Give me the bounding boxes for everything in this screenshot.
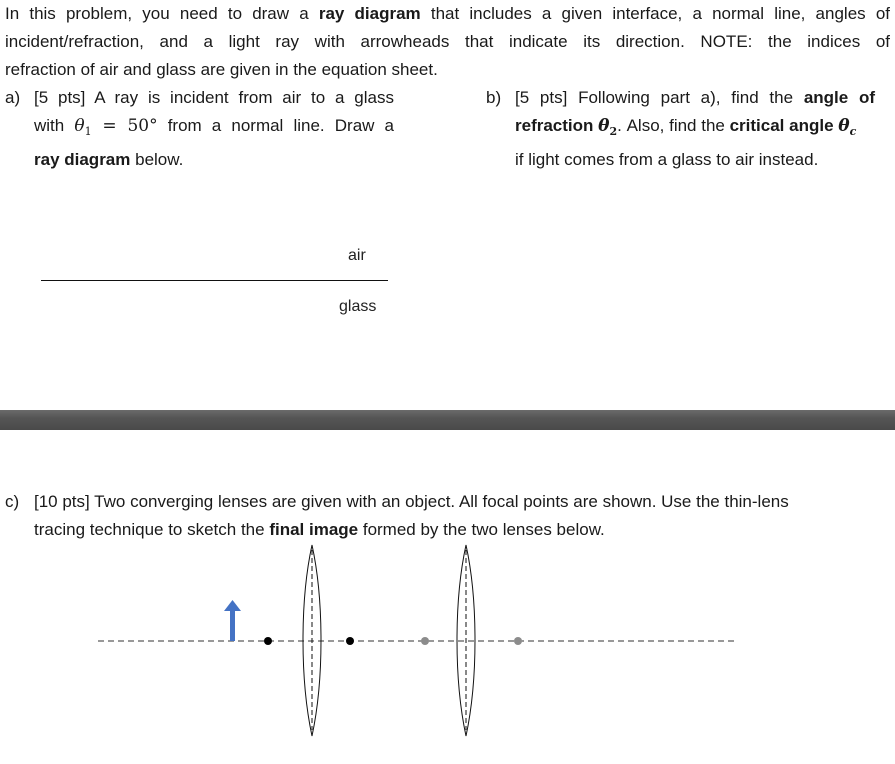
part-b-bold-critical-angle: critical angle bbox=[729, 116, 839, 135]
object-arrow bbox=[224, 600, 241, 641]
part-b-bold-angle-of: angle of bbox=[803, 88, 876, 107]
intro-paragraph bbox=[5, 0, 890, 84]
part-c-text-frag: formed by the two lenses below. bbox=[358, 520, 605, 539]
lens-1-focal-point-right bbox=[346, 637, 354, 645]
lens-2-focal-point-left bbox=[421, 637, 429, 645]
theta-subscript: 2 bbox=[609, 125, 618, 138]
lens-1-focal-point-left bbox=[264, 637, 272, 645]
part-a-text-frag: below. bbox=[130, 150, 184, 169]
part-a-line-2 bbox=[34, 112, 394, 146]
part-b-text bbox=[515, 84, 875, 174]
theta-symbol: θ bbox=[74, 116, 85, 136]
part-b-label: b) bbox=[486, 88, 502, 107]
part-a-text-frag: from a normal line. Draw a bbox=[157, 116, 394, 135]
intro-text: that includes a given interface, a normal line, angles of bbox=[420, 4, 890, 23]
part-a-text-frag: with bbox=[34, 116, 75, 135]
part-b-text-frag: [5 pts] Following part a), find the bbox=[515, 88, 804, 107]
glass-label: glass bbox=[339, 298, 377, 315]
intro-bold-ray-diagram: ray diagram bbox=[318, 4, 421, 23]
part-a-text bbox=[34, 84, 394, 174]
theta-symbol: θ bbox=[598, 116, 610, 136]
theta-c-subscript: c bbox=[849, 125, 857, 138]
angle-value: = 50° bbox=[91, 116, 158, 136]
part-b-line-3: if light comes from a glass to air instead. bbox=[515, 150, 819, 169]
part-c-text-frag: tracing technique to sketch the bbox=[34, 520, 270, 539]
intro-line-1 bbox=[5, 0, 890, 28]
two-lens-diagram bbox=[0, 540, 895, 764]
section-divider bbox=[0, 410, 895, 430]
part-a-line-3 bbox=[34, 146, 394, 174]
intro-line-3: refraction of air and glass are given in the equation sheet. bbox=[5, 60, 438, 79]
lens-2-focal-point-right bbox=[514, 637, 522, 645]
air-glass-interface-line bbox=[41, 280, 388, 281]
part-b-text-frag: . Also, find the bbox=[617, 116, 730, 135]
part-c-text bbox=[34, 488, 884, 544]
theta-c-symbol: θ bbox=[838, 116, 850, 136]
theta-subscript: 1 bbox=[84, 125, 92, 138]
air-label: air bbox=[348, 247, 366, 264]
intro-text: In this problem, you need to draw a bbox=[5, 4, 319, 23]
part-c-label: c) bbox=[5, 492, 20, 511]
part-b-line-1 bbox=[515, 84, 875, 112]
part-c-bold-final-image: final image bbox=[269, 520, 359, 539]
part-a-bold-ray-diagram: ray diagram bbox=[34, 150, 131, 169]
part-b-line-2 bbox=[515, 112, 875, 146]
part-b-bold-refraction: refraction bbox=[515, 116, 599, 135]
part-c-line-1: [10 pts] Two converging lenses are given with an object. All focal points are shown. Use the thin-lens bbox=[34, 492, 789, 511]
part-a-label: a) bbox=[5, 88, 21, 107]
object-arrow-shaft bbox=[230, 610, 235, 641]
object-arrow-head bbox=[224, 600, 241, 611]
part-a-line-1: [5 pts] A ray is incident from air to a glass bbox=[34, 88, 394, 107]
intro-line-2: incident/refraction, and a light ray with arrowheads that indicate its direction. NOTE: the indices of bbox=[5, 32, 890, 51]
